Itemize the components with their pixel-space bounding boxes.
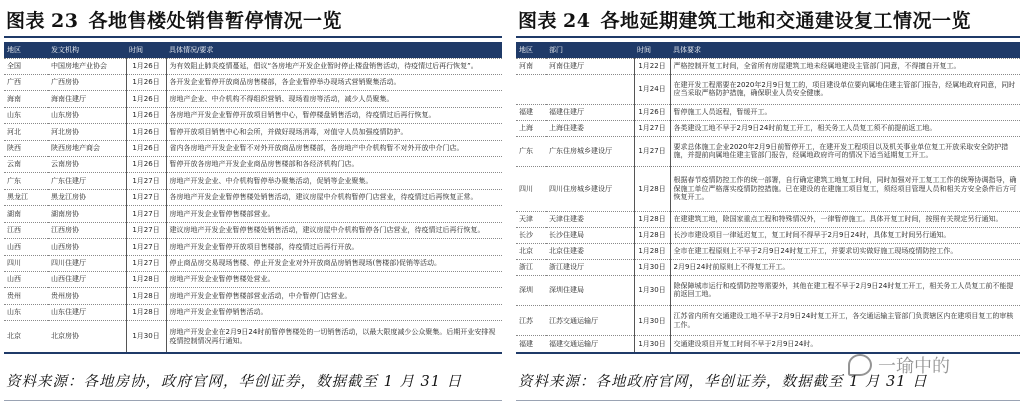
table-row: [516, 211, 1020, 227]
region-cell: 山西: [4, 271, 48, 287]
time-cell: 1月26日: [126, 107, 166, 123]
column-header-org: 发文机构: [48, 42, 126, 58]
table-row: [4, 157, 502, 173]
org-cell: 山西房协: [48, 239, 126, 255]
table-row: [4, 288, 502, 304]
detail-cell: 除保障城市运行和疫情防控等需要外，其他在建工程不早于2月9日24时复工开工，相关务工人员复工前不能提前返回工地。: [670, 275, 1020, 305]
org-cell: 河南住建厅: [546, 58, 634, 74]
region-cell: 云南: [4, 157, 48, 173]
detail-cell: 房地产企业、中介机构不得组织营销、现场看房等活动，减少人员聚集。: [166, 91, 502, 107]
detail-cell: 为有效阻止肺炎疫情蔓延，倡议“各房地产开发企业暂时停止楼盘销售活动，待疫情过后再行恢复”。: [166, 58, 502, 74]
figure-23-source-rule: [4, 400, 502, 401]
detail-cell: 各类建设工地不早于2月9日24时前复工开工，相关务工人员复工须不前提前返工地。: [670, 120, 1020, 136]
table-row: [516, 167, 1020, 212]
table-row: [516, 120, 1020, 136]
org-cell: 福建交通运输厅: [546, 336, 634, 353]
detail-cell: 2月9日24时前原则上不得复工开工。: [670, 259, 1020, 275]
table-row: [516, 104, 1020, 120]
detail-cell: 暂停开放项目销售中心和会所，并做好现场消毒，对值守人员加强疫情防护。: [166, 124, 502, 140]
time-cell: 1月27日: [126, 173, 166, 189]
sales-office-table: [4, 42, 502, 354]
region-cell: 上海: [516, 120, 546, 136]
org-cell: 广西房协: [48, 74, 126, 90]
org-cell: 中国房地产业协会: [48, 58, 126, 74]
table-row: [516, 136, 1020, 166]
detail-cell: 在建建筑工地，除国家重点工程和特殊情况外，一律暂停施工。具体开复工时间，按照有关规定另行通知。: [670, 211, 1020, 227]
org-cell: 海南住建厅: [48, 91, 126, 107]
region-cell: 天津: [516, 211, 546, 227]
table-row: [516, 74, 1020, 104]
detail-cell: 各开发企业暂停开放商品房售楼部，各企业暂停举办现场式营销聚集活动。: [166, 74, 502, 90]
table-row: [4, 58, 502, 74]
org-cell: 上海住建委: [546, 120, 634, 136]
table-row: [4, 91, 502, 107]
detail-cell: 各房地产开发企业暂停售楼处销售活动，建议房屋中介机构暂停门店营业，待疫情过后再恢复正常。: [166, 189, 502, 205]
region-cell: 河南: [516, 58, 546, 74]
figure-24-source-rule: [516, 400, 1020, 401]
column-header-time: 时间: [126, 42, 166, 58]
table-row: [4, 189, 502, 205]
org-cell: 长沙住建局: [546, 227, 634, 243]
org-cell: 江西房协: [48, 222, 126, 238]
region-cell: 贵州: [4, 288, 48, 304]
region-cell: 黑龙江: [4, 189, 48, 205]
column-header-detail: 具体情况/要求: [166, 42, 502, 58]
time-cell: 1月30日: [634, 336, 670, 353]
time-cell: 1月27日: [126, 255, 166, 271]
org-cell: 河北房协: [48, 124, 126, 140]
region-cell: 全国: [4, 58, 48, 74]
table-row: [516, 336, 1020, 353]
detail-cell: 全市在建工程原则上不早于2月9日24时复工开工，并要求切实做好施工现场疫情防控工作。: [670, 243, 1020, 259]
table-row: [516, 58, 1020, 74]
time-cell: 1月27日: [126, 189, 166, 205]
detail-cell: 根据春节疫情防控工作的统一部署，自行确定建筑工地复工时间，同时加强对开工复工工作的统筹协调指导，确保施工单位严格落实疫情防控措施。已在建设的在建施工项目复工，须经项目管理人员和相关方安全条件后方可恢复开工。: [670, 167, 1020, 212]
construction-resume-table-body: [516, 58, 1020, 353]
time-cell: 1月22日: [634, 58, 670, 74]
sales-office-table-body: [4, 58, 502, 353]
time-cell: 1月28日: [634, 243, 670, 259]
time-cell: 1月30日: [126, 321, 166, 353]
org-cell: 陕西房地产商会: [48, 140, 126, 156]
region-cell: 江西: [4, 222, 48, 238]
detail-cell: 江苏省内所有交通建设工地不早于2月9日24时复工开工，各交通运输主管部门负责辖区内在建项目复工的审核工作。: [670, 306, 1020, 336]
detail-cell: 停止商品房交易现场售楼、停止开发企业对外开放商品房销售现场(售楼部)促销等活动。: [166, 255, 502, 271]
watermark-text: 一瑜中的: [878, 356, 950, 377]
region-cell: 广东: [516, 136, 546, 166]
table-row: [4, 173, 502, 189]
table-row: [4, 255, 502, 271]
time-cell: 1月30日: [634, 259, 670, 275]
region-cell: 长沙: [516, 227, 546, 243]
org-cell: 深圳住建局: [546, 275, 634, 305]
figure-24-title-text: 各地延期建筑工地和交通建设复工情况一览: [600, 10, 971, 32]
time-cell: 1月27日: [126, 206, 166, 222]
detail-cell: 严格控制开复工时间，全省所有房屋建筑工地未经属地建设主管部门同意，不得擅自开复工。: [670, 58, 1020, 74]
column-header-time: 时间: [634, 42, 670, 58]
time-cell: 1月26日: [126, 58, 166, 74]
detail-cell: 省内各房地产开发企业暂不对外开放商品房售楼部，各房地产中介机构暂不对外开放中介门店。: [166, 140, 502, 156]
detail-cell: 长沙市建设项目一律延迟复工，复工时间不得早于2月9日24时，具体复工时间另行通知。: [670, 227, 1020, 243]
org-cell: 广东住房城乡建设厅: [546, 136, 634, 166]
time-cell: 1月28日: [634, 227, 670, 243]
detail-cell: 暂停开放各房地产开发企业商品房售楼部和各经济机构门店。: [166, 157, 502, 173]
table-row: [4, 321, 502, 353]
column-header-region: 地区: [4, 42, 48, 58]
region-cell: 北京: [516, 243, 546, 259]
region-cell: 北京: [4, 321, 48, 353]
time-cell: 1月30日: [634, 306, 670, 336]
table-row: [516, 259, 1020, 275]
region-cell: 江苏: [516, 306, 546, 336]
column-header-region: 地区: [516, 42, 546, 58]
region-cell: 河北: [4, 124, 48, 140]
region-cell: 山东: [4, 304, 48, 320]
time-cell: 1月26日: [126, 124, 166, 140]
wechat-logo-icon: [848, 354, 872, 376]
region-cell: 山东: [4, 107, 48, 123]
org-cell: 四川住建厅: [48, 255, 126, 271]
column-header-org: 部门: [546, 42, 634, 58]
detail-cell: 房地产开发企业暂停售楼处营业。: [166, 271, 502, 287]
detail-cell: 房地产开发企业暂停售楼部营业活动，中介暂停门店营业。: [166, 288, 502, 304]
table-row: [516, 227, 1020, 243]
detail-cell: 房地产开发企业、中介机构暂停举办聚集活动，促销等企业聚集。: [166, 173, 502, 189]
region-cell: 浙江: [516, 259, 546, 275]
figure-24-title-number: 24: [563, 10, 591, 32]
region-cell: 四川: [516, 167, 546, 212]
table-row: [4, 140, 502, 156]
org-cell: 北京房协: [48, 321, 126, 353]
time-cell: 1月26日: [126, 140, 166, 156]
figure-23-title: [6, 6, 500, 34]
time-cell: 1月28日: [126, 304, 166, 320]
region-cell: 广东: [4, 173, 48, 189]
org-cell: 湖南房协: [48, 206, 126, 222]
table-header-row: [516, 42, 1020, 58]
region-cell: 福建: [516, 336, 546, 353]
org-cell: 福建住建厅: [546, 104, 634, 120]
table-row: [4, 271, 502, 287]
region-cell: 陕西: [4, 140, 48, 156]
watermark: [848, 352, 1018, 392]
table-row: [4, 206, 502, 222]
table-row: [4, 304, 502, 320]
table-row: [516, 243, 1020, 259]
figure-23-title-number: 23: [51, 10, 79, 32]
figure-24-source: 资料来源：各地政府官网，华创证券，数据截至 1 月 31 日: [518, 374, 928, 390]
org-cell: 江苏交通运输厅: [546, 306, 634, 336]
time-cell: 1月28日: [126, 271, 166, 287]
time-cell: 1月27日: [634, 136, 670, 166]
time-cell: 1月26日: [126, 157, 166, 173]
org-cell: 黑龙江房协: [48, 189, 126, 205]
table-row: [4, 124, 502, 140]
table-row: [4, 107, 502, 123]
table-row: [516, 275, 1020, 305]
detail-cell: 要求总体施工企业2020年2月9日前暂停开工，在建开发工程项目以及机关事业单位复工开放采取安全防护措施，并提前向属地住建主管部门报告，经属地政府许可的情况下适当延期复工开工。: [670, 136, 1020, 166]
figure-23-title-rule: [4, 36, 502, 38]
region-cell: 广西: [4, 74, 48, 90]
org-cell: 浙江建设厅: [546, 259, 634, 275]
figure-23-panel: [0, 0, 506, 416]
region-cell: 海南: [4, 91, 48, 107]
org-cell: 广东住建厅: [48, 173, 126, 189]
time-cell: 1月26日: [126, 91, 166, 107]
figure-23-source: 资料来源：各地房协，政府官网，华创证券，数据截至 1 月 31 日: [6, 374, 463, 390]
org-cell: 北京住建委: [546, 243, 634, 259]
time-cell: 1月27日: [126, 222, 166, 238]
detail-cell: 房地产开发企业暂停售楼部营业。: [166, 206, 502, 222]
table-row: [516, 306, 1020, 336]
org-cell: 贵州房协: [48, 288, 126, 304]
region-cell: 山西: [4, 239, 48, 255]
detail-cell: 各房地产开发企业暂停开放项目销售中心，暂停楼盘销售活动，待疫情过后再行恢复。: [166, 107, 502, 123]
org-cell: 四川住房城乡建设厅: [546, 167, 634, 212]
figure-24-title-rule: [516, 36, 1020, 38]
time-cell: 1月27日: [634, 120, 670, 136]
detail-cell: 交通建设项目开复工时间不早于2月9日24时。: [670, 336, 1020, 353]
region-cell: 湖南: [4, 206, 48, 222]
table-row: [4, 222, 502, 238]
org-cell: 山东住建厅: [48, 304, 126, 320]
region-cell: 福建: [516, 104, 546, 120]
org-cell: 山西住建厅: [48, 271, 126, 287]
detail-cell: 房地产开发企业暂停销售活动。: [166, 304, 502, 320]
time-cell: 1月24日: [634, 74, 670, 104]
detail-cell: 房地产开发企业在2月9日24时前暂停售楼处的一切销售活动，以最大限度减少公众聚集。后期开业安排视疫情控制情况再行通知。: [166, 321, 502, 353]
time-cell: 1月26日: [126, 74, 166, 90]
figure-23-title-prefix: 图表: [6, 10, 46, 32]
detail-cell: 建议房地产开发企业暂停售楼处销售活动，建议房屋中介机构暂停各门店营业，待疫情过后再行恢复。: [166, 222, 502, 238]
time-cell: 1月28日: [634, 211, 670, 227]
construction-resume-table: [516, 42, 1020, 354]
figure-24-title-prefix: 图表: [518, 10, 558, 32]
table-header-row: [4, 42, 502, 58]
figure-23-title-text: 各地售楼处销售暂停情况一览: [88, 10, 342, 32]
column-header-detail: 具体要求: [670, 42, 1020, 58]
org-cell: 云南房协: [48, 157, 126, 173]
time-cell: 1月30日: [634, 275, 670, 305]
time-cell: 1月27日: [126, 239, 166, 255]
org-cell: [546, 74, 634, 104]
region-cell: 四川: [4, 255, 48, 271]
detail-cell: 在建开发工程需要在2020年2月9日复工的，项目建设单位要向属地住建主管部门报告，经属地政府同意，同时应当采取严格防护措施，确保职业人员安全健康。: [670, 74, 1020, 104]
detail-cell: 暂停施工人员返程，暂缓开工。: [670, 104, 1020, 120]
detail-cell: 房地产开发企业暂停开放项目售楼部，待疫情过后再行开放。: [166, 239, 502, 255]
figure-24-title: [518, 6, 1018, 34]
region-cell: [516, 74, 546, 104]
region-cell: 深圳: [516, 275, 546, 305]
time-cell: 1月28日: [634, 167, 670, 212]
time-cell: 1月26日: [634, 104, 670, 120]
table-row: [4, 239, 502, 255]
table-row: [4, 74, 502, 90]
org-cell: 天津住建委: [546, 211, 634, 227]
time-cell: 1月28日: [126, 288, 166, 304]
org-cell: 山东房协: [48, 107, 126, 123]
